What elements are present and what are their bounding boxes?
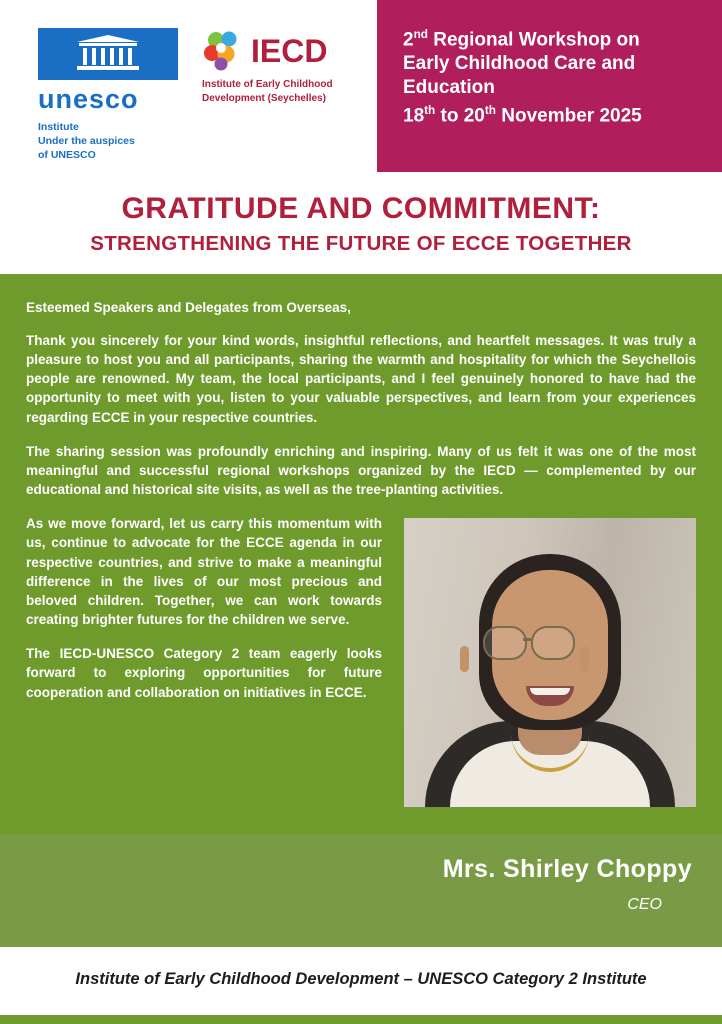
letter-paragraph-3: As we move forward, let us carry this momentum with us, continue to advocate for the ECCE agenda in our respective countries, and strive to make a meaningful difference in the lives of our most precious and beloved children. Together, we can work towards creating brighter futures for the children we serve. bbox=[26, 516, 382, 628]
event-date-start: 18 bbox=[403, 104, 425, 126]
iecd-subtitle bbox=[202, 78, 372, 105]
event-date-start-ordinal: th bbox=[424, 103, 436, 117]
iecd-logo bbox=[202, 28, 372, 105]
event-title-line1: Regional Workshop on bbox=[427, 29, 640, 51]
event-title-ordinal: nd bbox=[413, 28, 428, 41]
footer-text: Institute of Early Childhood Development – UNESCO Category 2 Institute bbox=[75, 970, 647, 988]
event-title-number: 2 bbox=[403, 29, 414, 51]
unesco-subtitle-line1: Institute bbox=[38, 121, 79, 133]
event-title-line3: Education bbox=[403, 76, 495, 98]
iecd-subtitle-line2: Development (Seychelles) bbox=[202, 92, 326, 104]
unesco-subtitle-line3: of UNESCO bbox=[38, 149, 96, 162]
page-title-main: GRATITUDE AND COMMITMENT: bbox=[121, 192, 601, 225]
page-footer bbox=[0, 947, 722, 1012]
event-date-month-year: November 2025 bbox=[495, 104, 642, 126]
event-banner bbox=[377, 0, 722, 172]
iecd-wordmark: IECD bbox=[251, 33, 328, 69]
page-title bbox=[0, 172, 722, 274]
iecd-flower-icon bbox=[202, 30, 244, 72]
letter-paragraph-1: Thank you sincerely for your kind words, insightful reflections, and heartfelt messages. It was truly a pleasure to host you and all participants, sharing the warmth and hospitality for which the Seychellois people are renowned. My team, the local participants, and I feel genuinely honored to have had the opportunity to meet with you, listen to your valuable perspectives, and learn from your experiences regarding ECCE in your respective countries. bbox=[26, 333, 696, 425]
unesco-logo bbox=[38, 28, 178, 163]
unesco-wordmark: unesco bbox=[38, 84, 139, 114]
iecd-subtitle-line1: Institute of Early Childhood bbox=[202, 79, 333, 90]
event-title bbox=[403, 28, 704, 100]
signature-name: Mrs. Shirley Choppy bbox=[442, 855, 692, 883]
letter-greeting: Esteemed Speakers and Delegates from Overseas, bbox=[26, 300, 351, 315]
unesco-temple-icon bbox=[38, 28, 178, 80]
event-date-end-ordinal: th bbox=[484, 103, 496, 117]
portrait-photo bbox=[404, 518, 696, 807]
signature-block bbox=[0, 835, 722, 947]
bottom-accent-bar bbox=[0, 1015, 722, 1024]
letter-paragraph-2: The sharing session was profoundly enriching and inspiring. Many of us felt it was one of the most meaningful and successful regional workshops organized by the IECD — complemented by our educational and historical site visits, as well as the tree-planting activities. bbox=[26, 443, 696, 498]
event-title-line2: Early Childhood Care and bbox=[403, 53, 636, 75]
logo-area bbox=[0, 0, 377, 172]
letter-body bbox=[0, 274, 722, 835]
letter-paragraph-4: The IECD-UNESCO Category 2 team eagerly looks forward to exploring opportunities for future cooperation and collaboration on initiatives in ECCE. bbox=[26, 646, 382, 700]
unesco-subtitle bbox=[38, 120, 178, 163]
page-title-sub: STRENGTHENING THE FUTURE OF ECCE TOGETHER bbox=[90, 232, 632, 255]
event-dates bbox=[403, 104, 704, 127]
eyeglasses-icon bbox=[483, 626, 527, 660]
event-date-mid: to 20 bbox=[435, 104, 485, 126]
unesco-subtitle-line2: Under the auspices bbox=[38, 135, 135, 148]
temple-icon bbox=[73, 35, 143, 73]
signature-role: CEO bbox=[627, 896, 662, 913]
page-header bbox=[0, 0, 722, 172]
